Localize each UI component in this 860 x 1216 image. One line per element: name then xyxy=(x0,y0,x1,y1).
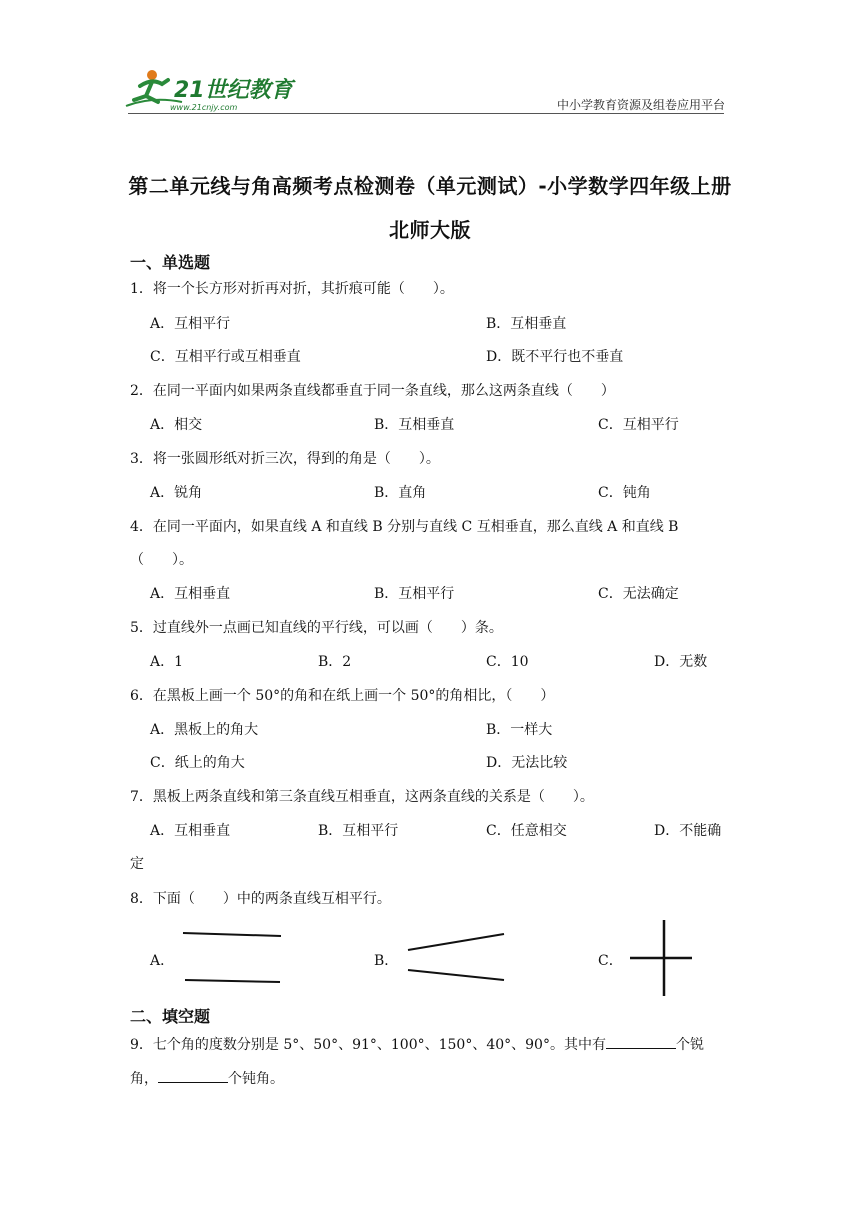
q9-text-part2: 个锐 xyxy=(675,1037,704,1053)
q6-option-a[interactable]: A．黑板上的角大 xyxy=(150,722,259,738)
q7-option-d[interactable]: D．不能确 xyxy=(654,823,722,839)
q8-option-a[interactable]: A． xyxy=(150,953,175,969)
q9-text-part1: 9．七个角的度数分别是 5°、50°、91°、100°、150°、40°、90°。其中有 xyxy=(130,1037,606,1053)
logo-url: www.21cnjy.com xyxy=(170,103,238,112)
q1-option-b[interactable]: B．互相垂直 xyxy=(486,316,567,332)
q2-option-a[interactable]: A．相交 xyxy=(150,417,203,433)
section-heading-single-choice: 一、单选题 xyxy=(130,253,211,272)
platform-label: 中小学教育资源及组卷应用平台 xyxy=(556,98,725,112)
q1-option-d[interactable]: D．既不平行也不垂直 xyxy=(486,349,624,365)
q3-option-a[interactable]: A．锐角 xyxy=(150,485,203,501)
q3-option-c[interactable]: C．钝角 xyxy=(598,485,651,501)
question-4-text-cont: （ ）。 xyxy=(130,552,193,568)
header-divider xyxy=(128,113,724,114)
site-logo xyxy=(122,66,297,114)
q9-text-part3: 角， xyxy=(130,1071,158,1087)
section-heading-fill-in: 二、填空题 xyxy=(130,1007,211,1026)
q4-option-b[interactable]: B．互相平行 xyxy=(374,586,455,602)
q6-option-b[interactable]: B．一样大 xyxy=(486,722,553,738)
logo-text: 21世纪教育 xyxy=(174,78,293,103)
q1-option-c[interactable]: C．互相平行或互相垂直 xyxy=(150,349,301,365)
q4-option-c[interactable]: C．无法确定 xyxy=(598,586,679,602)
question-2-text: 2．在同一平面内如果两条直线都垂直于同一条直线，那么这两条直线（ ） xyxy=(130,383,615,399)
q6-option-c[interactable]: C．纸上的角大 xyxy=(150,755,245,771)
page-title: 第二单元线与角高频考点检测卷（单元测试）-小学数学四年级上册 xyxy=(128,174,732,198)
page-subtitle: 北师大版 xyxy=(389,218,471,242)
q6-option-d[interactable]: D．无法比较 xyxy=(486,755,568,771)
q8-figure-c-perpendicular-lines xyxy=(626,918,696,998)
q8-option-c[interactable]: C． xyxy=(598,953,623,969)
q2-option-b[interactable]: B．互相垂直 xyxy=(374,417,455,433)
q8-option-b[interactable]: B． xyxy=(374,953,399,969)
question-5-text: 5．过直线外一点画已知直线的平行线，可以画（ ）条。 xyxy=(130,620,503,636)
q2-option-c[interactable]: C．互相平行 xyxy=(598,417,679,433)
q9-blank-obtuse[interactable] xyxy=(158,1068,228,1083)
q4-option-a[interactable]: A．互相垂直 xyxy=(150,586,231,602)
q8-figure-b-converging-lines xyxy=(404,928,510,990)
q7-option-a[interactable]: A．互相垂直 xyxy=(150,823,231,839)
question-6-text: 6．在黑板上画一个 50°的角和在纸上画一个 50°的角相比，（ ） xyxy=(130,688,555,704)
q7-option-c[interactable]: C．任意相交 xyxy=(486,823,567,839)
question-1-text: 1．将一个长方形对折再对折，其折痕可能（ ）。 xyxy=(130,281,454,297)
q5-option-b[interactable]: B．2 xyxy=(318,654,352,670)
q9-blank-acute[interactable] xyxy=(606,1034,676,1049)
question-9-line-1 xyxy=(130,1034,704,1054)
q8-figure-a-parallel-lines xyxy=(180,926,285,988)
q5-option-a[interactable]: A．1 xyxy=(150,654,184,670)
question-7-text: 7．黑板上两条直线和第三条直线互相垂直，这两条直线的关系是（ ）。 xyxy=(130,789,594,805)
q5-option-c[interactable]: C．10 xyxy=(486,654,529,670)
question-8-text: 8．下面（ ）中的两条直线互相平行。 xyxy=(130,891,391,907)
q7-option-d-cont: 定 xyxy=(130,856,144,872)
question-3-text: 3．将一张圆形纸对折三次，得到的角是（ ）。 xyxy=(130,451,440,467)
q9-text-part4: 个钝角。 xyxy=(228,1071,284,1087)
q5-option-d[interactable]: D．无数 xyxy=(654,654,708,670)
question-9-line-2 xyxy=(130,1068,284,1088)
q1-option-a[interactable]: A．互相平行 xyxy=(150,316,231,332)
question-4-text: 4．在同一平面内，如果直线 A 和直线 B 分别与直线 C 互相垂直，那么直线 A 和直线 B xyxy=(130,519,679,535)
q7-option-b[interactable]: B．互相平行 xyxy=(318,823,399,839)
q3-option-b[interactable]: B．直角 xyxy=(374,485,427,501)
